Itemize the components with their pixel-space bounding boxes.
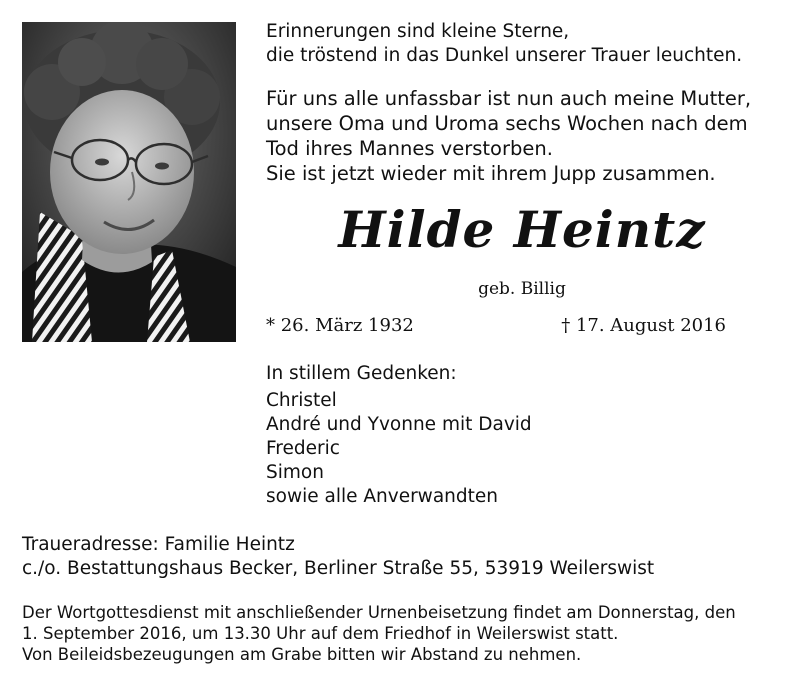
quote-line: Erinnerungen sind kleine Sterne,: [266, 21, 570, 42]
intro-line: Für uns alle unfassbar ist nun auch meine Mutter,: [266, 87, 752, 110]
service-line: 1. September 2016, um 13.30 Uhr auf dem Friedhof in Weilerswist statt.: [22, 624, 619, 643]
mourning-address: [22, 533, 654, 581]
intro-line: Sie ist jetzt wieder mit ihrem Jupp zusammen.: [266, 162, 716, 185]
mourning-heading: In stillem Gedenken:: [266, 363, 457, 384]
service-line: Der Wortgottesdienst mit anschließender Urnenbeisetzung findet am Donnerstag, den: [22, 603, 736, 622]
quote-line: die tröstend in das Dunkel unserer Trauer leuchten.: [266, 45, 743, 66]
birth-date: * 26. März 1932: [266, 315, 414, 336]
intro-text: [266, 86, 751, 186]
maiden-name: geb. Billig: [478, 279, 566, 299]
memorial-quote: [266, 20, 742, 68]
list-item: Simon: [266, 462, 324, 483]
portrait-illustration: [22, 22, 236, 342]
address-line: Traueradresse: Familie Heintz: [22, 534, 295, 555]
life-dates: [266, 313, 726, 339]
portrait-photo: [22, 22, 236, 342]
intro-line: Tod ihres Mannes verstorben.: [266, 137, 553, 160]
intro-line: unsere Oma und Uroma sechs Wochen nach dem: [266, 112, 748, 135]
service-line: Von Beileidsbezeugungen am Grabe bitten wir Abstand zu nehmen.: [22, 645, 582, 664]
address-line: c./o. Bestattungshaus Becker, Berliner Straße 55, 53919 Weilerswist: [22, 558, 655, 579]
list-item: Christel: [266, 390, 337, 411]
list-item: sowie alle Anverwandten: [266, 486, 498, 507]
list-item: André und Yvonne mit David: [266, 414, 532, 435]
mourners-list: [266, 389, 532, 509]
list-item: Frederic: [266, 438, 340, 459]
death-date: † 17. August 2016: [561, 315, 726, 336]
service-info: [22, 602, 736, 665]
deceased-name: Hilde Heintz: [338, 200, 706, 259]
